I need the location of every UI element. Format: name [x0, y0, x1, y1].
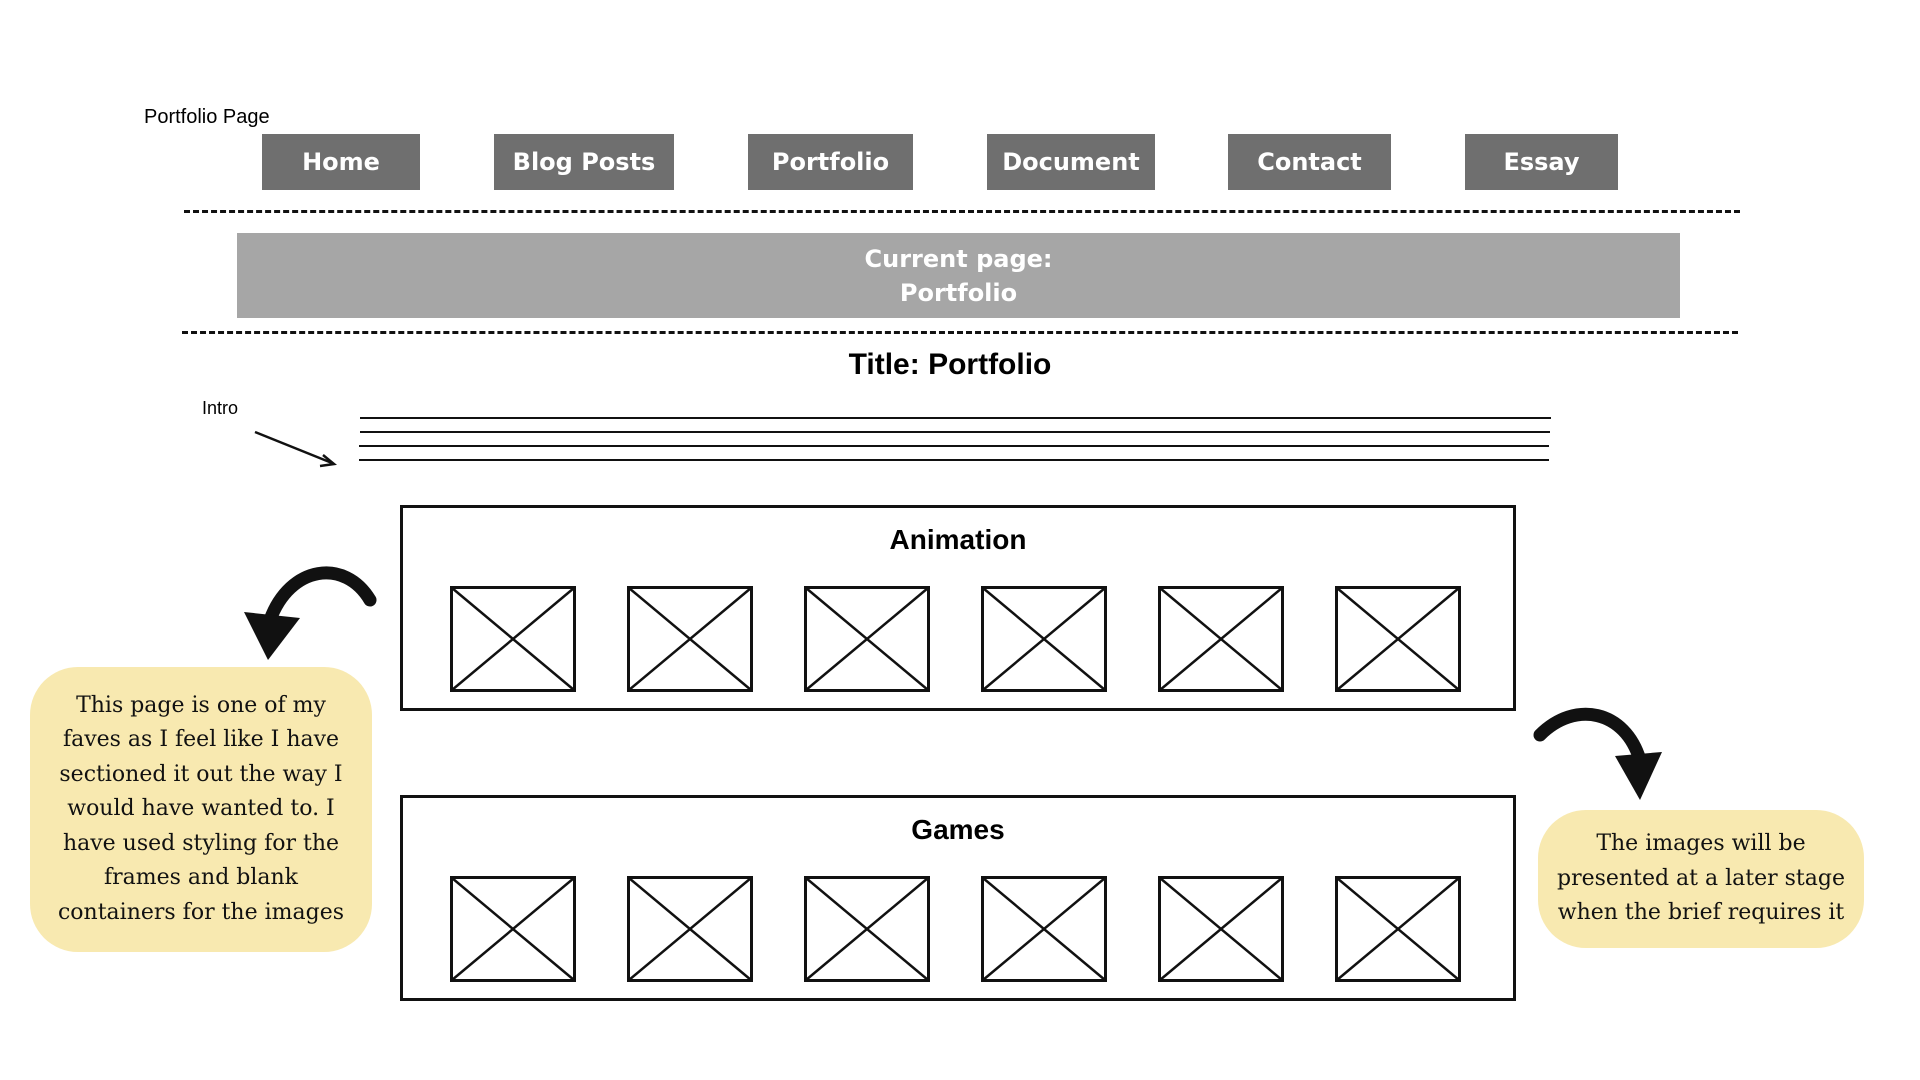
intro-label: Intro — [202, 398, 239, 418]
nav-essay-button[interactable]: Essay — [1465, 134, 1618, 190]
page-title: Title: Portfolio — [848, 348, 1052, 381]
curved-arrow-right-icon — [1540, 714, 1662, 800]
note-left-text: This page is one of my faves as I feel like I have sectioned it out the way I would have wanted to. I have used styling for the frames and blank containers for the images — [57, 692, 345, 925]
nav-blog-posts-button[interactable]: Blog Posts — [494, 134, 674, 190]
intro-arrow-icon — [255, 432, 334, 466]
nav-portfolio-button[interactable]: Portfolio — [748, 134, 913, 190]
nav-document-button[interactable]: Document — [987, 134, 1155, 190]
nav-contact-button[interactable]: Contact — [1228, 134, 1391, 190]
section-title: Animation — [889, 524, 1027, 555]
nav-home-button[interactable]: Home — [262, 134, 420, 190]
current-page-label: Current page: — [864, 244, 1053, 273]
note-right-text: The images will be presented at a later stage when the brief requires it — [1557, 831, 1845, 926]
section-title: Games — [911, 814, 1005, 845]
curved-arrow-left-icon — [244, 573, 370, 660]
current-page-value: Portfolio — [899, 278, 1018, 307]
page-label: Portfolio Page — [144, 106, 270, 128]
